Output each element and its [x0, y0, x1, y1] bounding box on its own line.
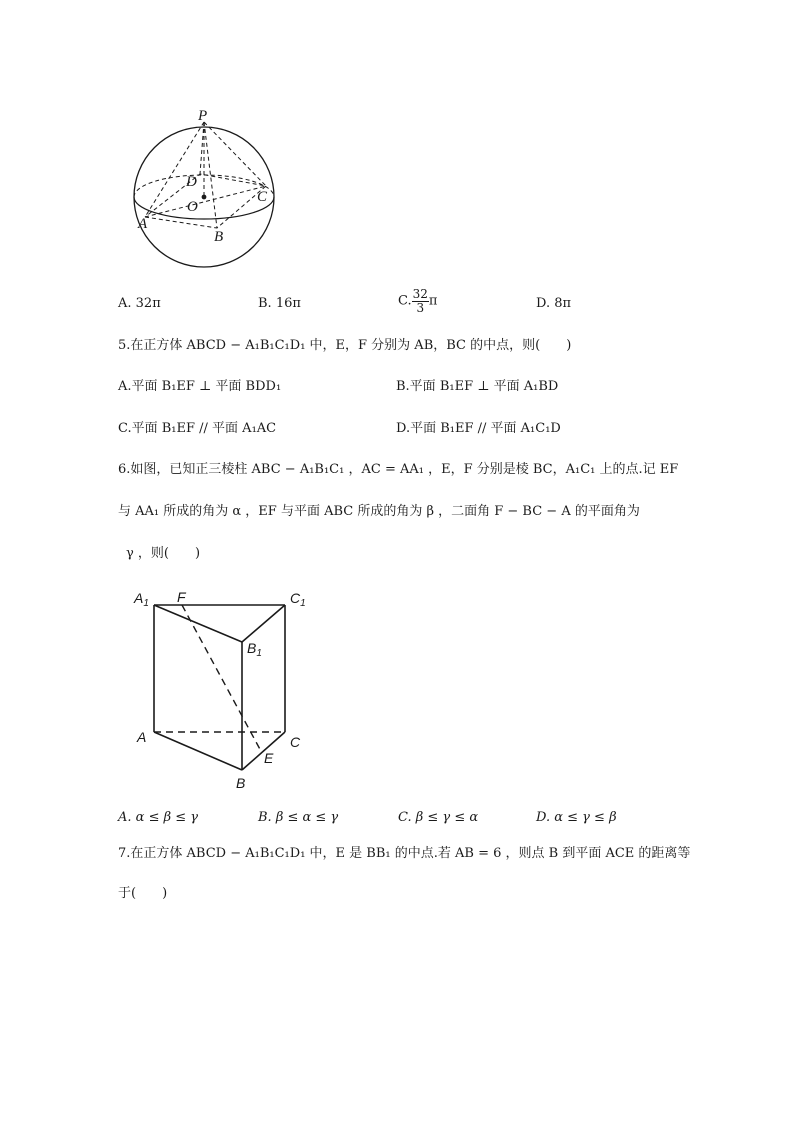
q6-stem-line3: γ ，则( ) [126, 546, 201, 561]
q6-stem-line1: 6.如图，已知正三棱柱 ABC − A₁B₁C₁ ，AC = AA₁ ，E，F 分别是棱 BC，A₁C₁ 上的点.记 EF [118, 462, 679, 477]
label-o: O [187, 199, 198, 215]
label-b1: $B_1$ [247, 640, 262, 659]
q4-option-c-fraction [412, 288, 429, 315]
q6-option-d: D. α ≤ γ ≤ β [536, 810, 617, 825]
label-b: B [236, 775, 246, 791]
q4-option-d: D. 8π [536, 296, 572, 311]
edge-pd [200, 122, 204, 174]
label-c: C [257, 189, 268, 205]
q5-option-a: A.平面 B₁EF ⊥ 平面 BDD₁ [118, 379, 282, 394]
label-c1: $C_1$ [290, 590, 306, 609]
q4-option-a: A. 32π [118, 296, 161, 311]
edge-ab [154, 732, 242, 770]
label-a: A [138, 216, 148, 232]
edge-a1b1 [154, 605, 242, 642]
q4-option-c-prefix: C. [398, 293, 412, 309]
label-e: E [264, 750, 274, 766]
prism-figure [130, 585, 330, 795]
q6-stem-line2: 与 AA₁ 所成的角为 α ，EF 与平面 ABC 所成的角为 β ，二面角 F − BC − A 的平面角为 [118, 504, 640, 519]
label-a: A [137, 729, 147, 745]
q4-option-c [398, 288, 437, 315]
segment-ef [182, 605, 262, 753]
edge-b1c1 [242, 605, 285, 642]
fraction-numerator: 32 [412, 287, 428, 301]
q5-option-b: B.平面 B₁EF ⊥ 平面 A₁BD [396, 379, 559, 394]
q5-stem: 5.在正方体 ABCD − A₁B₁C₁D₁ 中，E，F 分别为 AB，BC 的中点，则( ) [118, 338, 572, 353]
label-c: C [290, 734, 301, 750]
q6-option-b: B. β ≤ α ≤ γ [258, 810, 339, 825]
q4-option-c-suffix: π [428, 293, 438, 309]
q7-stem-line2: 于( ) [118, 886, 168, 901]
q5-option-d: D.平面 B₁EF // 平面 A₁C₁D [396, 421, 561, 436]
q4-option-b: B. 16π [258, 296, 301, 311]
q6-option-a: A. α ≤ β ≤ γ [118, 810, 199, 825]
label-d: D [186, 174, 197, 190]
fraction-denominator: 3 [416, 301, 425, 315]
label-a1: $A_1$ [134, 590, 149, 609]
label-f: F [177, 589, 186, 605]
q7-stem-line1: 7.在正方体 ABCD − A₁B₁C₁D₁ 中，E 是 BB₁ 的中点.若 AB = 6 ，则点 B 到平面 ACE 的距离等 [118, 846, 691, 861]
sphere-pyramid-figure [120, 100, 310, 280]
label-b: B [214, 229, 224, 245]
q5-option-c: C.平面 B₁EF // 平面 A₁AC [118, 421, 277, 436]
base-quadrilateral [145, 174, 266, 228]
center-point [202, 195, 207, 200]
label-p: P [198, 108, 208, 124]
q6-option-c: C. β ≤ γ ≤ α [398, 810, 479, 825]
